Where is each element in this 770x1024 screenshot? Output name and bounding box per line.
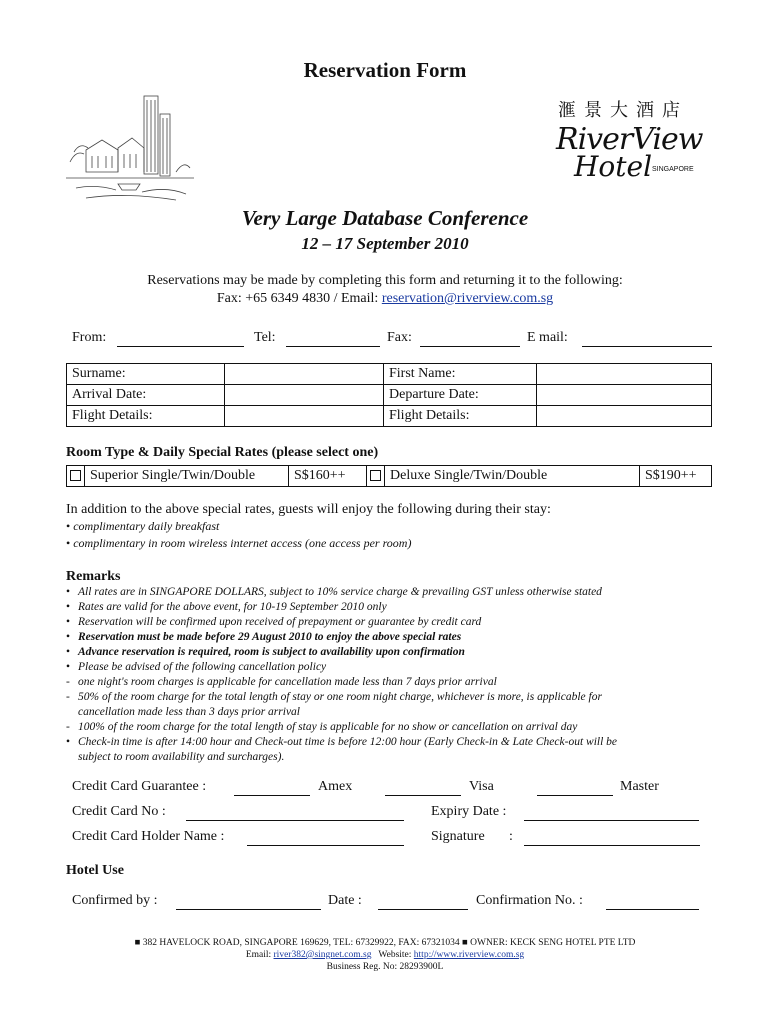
checkbox-icon — [370, 470, 381, 481]
remark-item: • Rates are valid for the above event, for 10-19 September 2010 only — [66, 601, 387, 613]
departure-date-field[interactable] — [537, 385, 712, 406]
from-label: From: — [72, 330, 107, 345]
first-name-label: First Name: — [384, 364, 537, 385]
reservation-email-link[interactable]: reservation@riverview.com.sg — [381, 291, 554, 306]
fax-email-text: Fax: +65 6349 4830 / Email: — [216, 291, 382, 306]
departure-flight-field[interactable] — [537, 406, 712, 427]
remark-item: subject to room availability and surcharges). — [78, 751, 285, 763]
visa-field[interactable] — [385, 795, 461, 796]
master-label: Master — [620, 779, 659, 794]
deluxe-room-rate: S$190++ — [640, 466, 712, 487]
confirmed-by-field[interactable] — [176, 909, 321, 910]
footer-address: ■ 382 HAVELOCK ROAD, SINGAPORE 169629, TEL: 67329922, FAX: 67321034 ■ OWNER: KECK SENG HOTEL PTE LTD — [134, 938, 636, 948]
departure-flight-label: Flight Details: — [384, 406, 537, 427]
remark-item: cancellation made less than 3 days prior arrival — [78, 706, 300, 718]
signature-label: Signature — [431, 829, 485, 844]
conference-name: Very Large Database Conference — [241, 206, 529, 230]
bullet-icon: • — [66, 536, 74, 550]
confirmed-by-label: Confirmed by : — [72, 893, 158, 908]
remark-item: • Please be advised of the following cancellation policy — [66, 661, 327, 673]
instructions — [0, 272, 770, 308]
card-number-label: Credit Card No : — [72, 804, 166, 819]
form-title: Reservation Form — [303, 58, 467, 82]
superior-room-rate: S$160++ — [289, 466, 367, 487]
arrival-date-label: Arrival Date: — [67, 385, 225, 406]
fax-label: Fax: — [387, 330, 412, 345]
room-type-heading: Room Type & Daily Special Rates (please select one) — [66, 445, 379, 460]
surname-label: Surname: — [67, 364, 225, 385]
arrival-flight-label: Flight Details: — [67, 406, 225, 427]
card-holder-label: Credit Card Holder Name : — [72, 829, 225, 844]
bullet-icon: • — [66, 519, 74, 533]
amex-field[interactable] — [234, 795, 310, 796]
remark-item: • Advance reservation is required, room is subject to availability upon confirmation — [66, 646, 465, 658]
arrival-flight-field[interactable] — [225, 406, 384, 427]
benefit-wifi: complimentary in room wireless internet access (one access per room) — [73, 536, 412, 550]
remark-item: • All rates are in SINGAPORE DOLLARS, subject to 10% service charge & prevailing GST unless otherwise stated — [66, 586, 602, 598]
from-field[interactable] — [117, 346, 244, 347]
hotel-use-heading: Hotel Use — [66, 863, 124, 878]
surname-field[interactable] — [225, 364, 384, 385]
checkbox-icon — [70, 470, 81, 481]
arrival-date-field[interactable] — [225, 385, 384, 406]
room-type-table — [66, 465, 712, 487]
hotel-sketch-image — [66, 92, 194, 204]
first-name-field[interactable] — [537, 364, 712, 385]
card-number-field[interactable] — [186, 820, 404, 821]
date-label: Date : — [328, 893, 362, 908]
expiry-date-label: Expiry Date : — [431, 804, 507, 819]
card-holder-field[interactable] — [247, 845, 404, 846]
remark-item: • Reservation must be made before 29 August 2010 to enjoy the above special rates — [66, 631, 462, 643]
tel-label: Tel: — [254, 330, 276, 345]
conference-dates: 12 – 17 September 2010 — [301, 234, 469, 253]
footer-contact: Email: river382@singnet.com.sg Website: http://www.riverview.com.sg — [245, 950, 525, 960]
remark-item: • Reservation will be confirmed upon received of prepayment or guarantee by credit card — [66, 616, 482, 628]
remark-item: - 50% of the room charge for the total length of stay or one room night charge, whichever is more, is applicable for — [66, 691, 602, 703]
logo-line-2: Hotel — [574, 150, 653, 183]
departure-date-label: Departure Date: — [384, 385, 537, 406]
confirmation-no-field[interactable] — [606, 909, 699, 910]
remark-item: - 100% of the room charge for the total length of stay is applicable for no show or cancellation on arrival day — [66, 721, 578, 733]
superior-room-checkbox[interactable] — [67, 466, 85, 487]
deluxe-room-checkbox[interactable] — [367, 466, 385, 487]
visa-label: Visa — [469, 779, 494, 794]
superior-room-name: Superior Single/Twin/Double — [85, 466, 289, 487]
remark-item: - one night's room charges is applicable for cancellation made less than 7 days prior arrival — [66, 676, 497, 688]
benefit-breakfast: complimentary daily breakfast — [73, 519, 220, 533]
amex-label: Amex — [318, 779, 353, 794]
logo-line-3: SINGAPORE — [652, 166, 694, 173]
expiry-date-field[interactable] — [524, 820, 699, 821]
tel-field[interactable] — [286, 346, 380, 347]
riverview-hotel-logo — [548, 96, 708, 186]
logo-line-1: RiverView — [556, 122, 703, 157]
email-field[interactable] — [582, 346, 712, 347]
footer-website-link[interactable]: http://www.riverview.com.sg — [413, 950, 525, 960]
deluxe-room-name: Deluxe Single/Twin/Double — [385, 466, 640, 487]
benefits-list — [66, 518, 411, 552]
footer-email-link[interactable]: river382@singnet.com.sg — [273, 950, 372, 960]
instructions-line-1: Reservations may be made by completing this form and returning it to the following: — [147, 273, 623, 288]
logo-chinese-name: 滙景大酒店 — [558, 100, 688, 121]
signature-colon: : — [509, 829, 513, 844]
remark-item: • Check-in time is after 14:00 hour and Check-out time is before 12:00 hour (Early Check-in & Late Check-out will be — [66, 736, 618, 748]
benefit-item — [66, 518, 411, 535]
fax-field[interactable] — [420, 346, 520, 347]
credit-guarantee-label: Credit Card Guarantee : — [72, 779, 207, 794]
confirmation-no-label: Confirmation No. : — [476, 893, 583, 908]
remarks-list — [66, 585, 716, 765]
date-field[interactable] — [378, 909, 468, 910]
email-label: E mail: — [527, 330, 568, 345]
guest-details-table — [66, 363, 712, 427]
benefits-intro: In addition to the above special rates, guests will enjoy the following during their stay: — [66, 502, 551, 517]
master-field[interactable] — [537, 795, 613, 796]
signature-field[interactable] — [524, 845, 700, 846]
benefit-item — [66, 535, 411, 552]
footer — [0, 937, 770, 973]
instructions-line-2 — [0, 290, 770, 308]
remarks-heading: Remarks — [66, 569, 121, 584]
footer-business-reg: Business Reg. No: 28293900L — [326, 962, 444, 972]
